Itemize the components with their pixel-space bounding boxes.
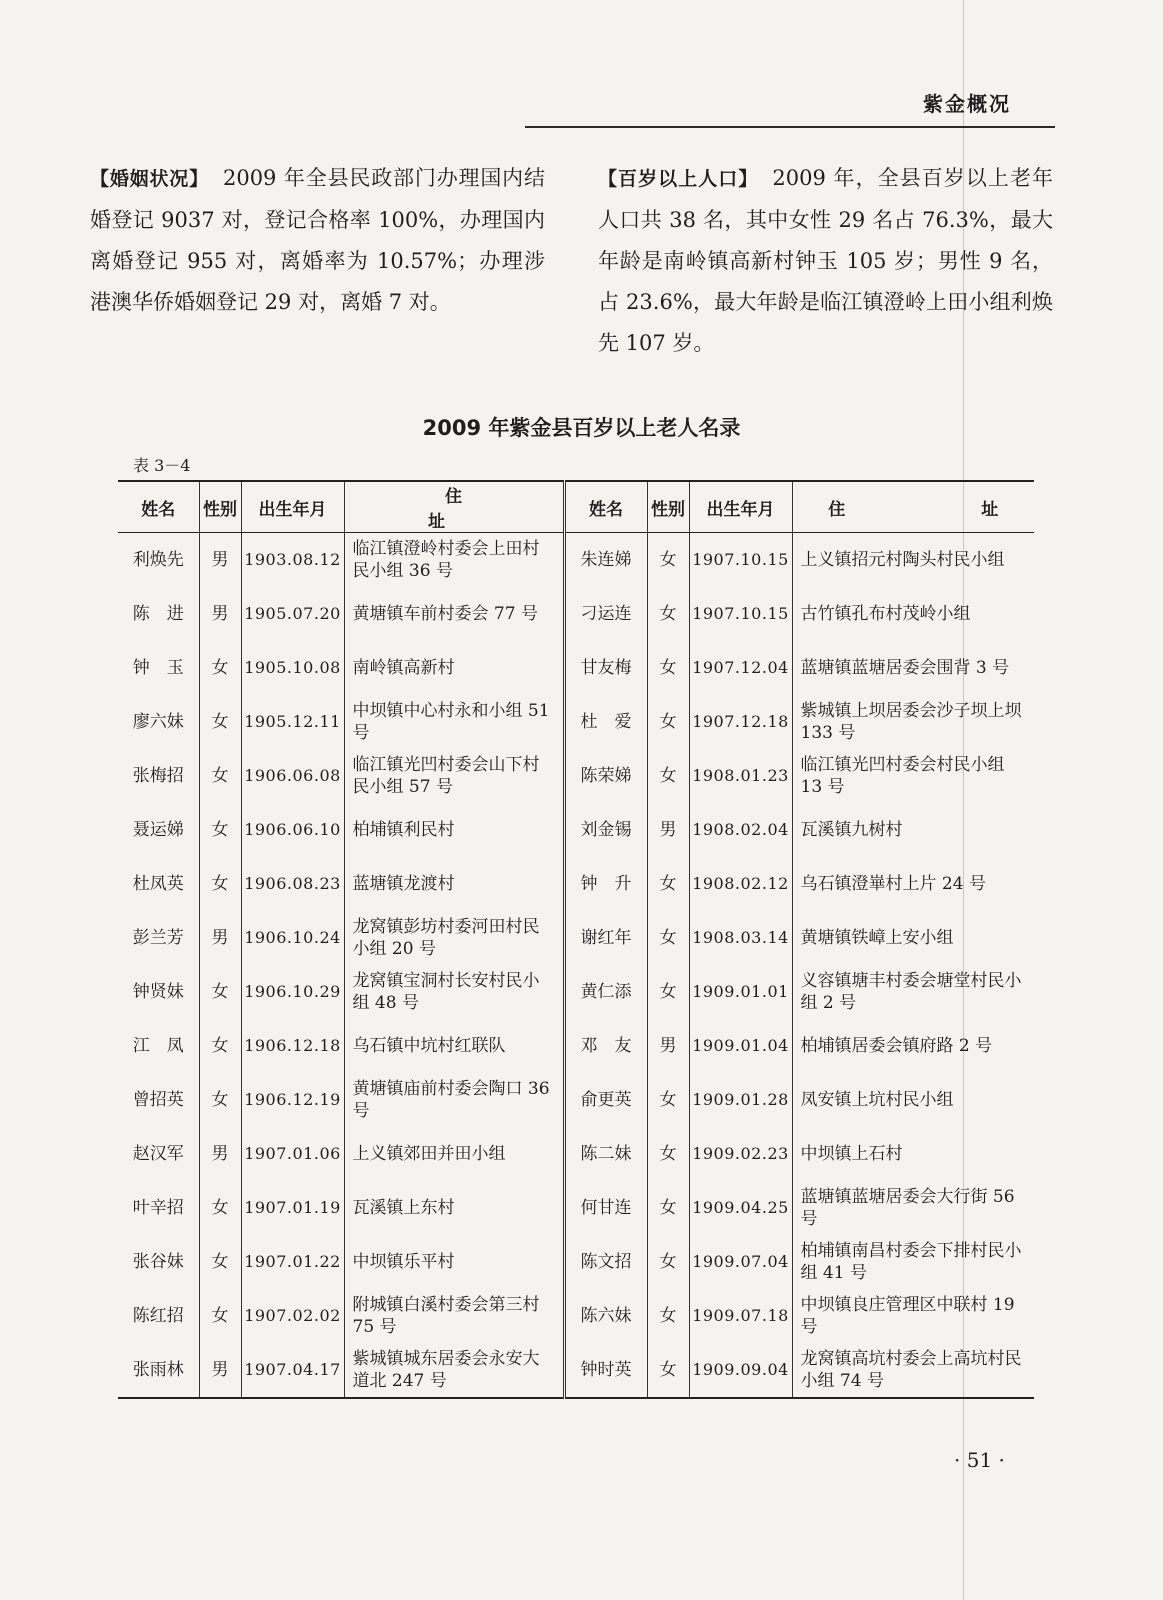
name-cell: 廖六妹 xyxy=(132,712,184,732)
birth-date-cell: 1905.07.20 xyxy=(241,587,344,641)
table-row xyxy=(118,1289,1034,1343)
gender-cell: 女 xyxy=(647,1181,689,1235)
table-row xyxy=(118,1127,1034,1181)
address-cell: 中坝镇上石村 xyxy=(792,1127,1034,1181)
birth-date-cell: 1906.06.08 xyxy=(241,749,344,803)
column-header: 出生年月 xyxy=(241,481,344,533)
name-cell: 赵汉军 xyxy=(132,1144,184,1164)
address-cell: 中坝镇中心村永和小组 51 号 xyxy=(344,695,564,749)
gender-cell: 女 xyxy=(647,1073,689,1127)
table-row xyxy=(118,1019,1034,1073)
name-cell: 聂运娣 xyxy=(132,820,184,840)
table-title: 2009 年紫金县百岁以上老人名录 xyxy=(422,416,741,440)
gender-cell: 女 xyxy=(647,1343,689,1398)
birth-date-cell: 1908.02.04 xyxy=(689,803,792,857)
address-cell: 瓦溪镇上东村 xyxy=(344,1181,564,1235)
birth-date-cell: 1905.10.08 xyxy=(241,641,344,695)
gender-cell: 男 xyxy=(199,533,241,588)
centenarian-heading: 【百岁以上人口】 xyxy=(598,168,759,190)
birth-date-cell: 1908.02.12 xyxy=(689,857,792,911)
running-header xyxy=(525,86,1055,128)
name-cell: 杜凤英 xyxy=(132,874,184,894)
table-row xyxy=(118,749,1034,803)
birth-date-cell: 1907.04.17 xyxy=(241,1343,344,1398)
birth-date-cell: 1903.08.12 xyxy=(241,533,344,588)
birth-date-cell: 1909.07.18 xyxy=(689,1289,792,1343)
address-cell: 临江镇光凹村委会山下村民小组 57 号 xyxy=(344,749,564,803)
address-cell: 紫城镇城东居委会永安大道北 247 号 xyxy=(344,1343,564,1398)
birth-date-cell: 1906.12.18 xyxy=(241,1019,344,1073)
name-cell: 张雨林 xyxy=(132,1360,184,1380)
address-cell: 黄塘镇铁嶂上安小组 xyxy=(792,911,1034,965)
marriage-text: 2009 年全县民政部门办理国内结婚登记 9037 对，登记合格率 100%，办理国内离婚登记 955 对，离婚率为 10.57%；办理涉港澳华侨婚姻登记 29 对，离婚 7 对。 xyxy=(90,166,545,314)
table-row xyxy=(118,533,1034,588)
gender-cell: 女 xyxy=(647,587,689,641)
gender-cell: 女 xyxy=(647,695,689,749)
birth-date-cell: 1907.12.18 xyxy=(689,695,792,749)
name-cell: 陈 进 xyxy=(132,604,184,624)
birth-date-cell: 1907.01.06 xyxy=(241,1127,344,1181)
name-cell: 谢红年 xyxy=(564,911,647,965)
table-row xyxy=(118,1181,1034,1235)
birth-date-cell: 1906.08.23 xyxy=(241,857,344,911)
table-row xyxy=(118,695,1034,749)
address-cell: 乌石镇中坑村红联队 xyxy=(344,1019,564,1073)
name-cell: 钟 升 xyxy=(564,857,647,911)
table-row xyxy=(118,911,1034,965)
address-cell: 附城镇白溪村委会第三村 75 号 xyxy=(344,1289,564,1343)
address-cell: 南岭镇高新村 xyxy=(344,641,564,695)
birth-date-cell: 1909.01.01 xyxy=(689,965,792,1019)
birth-date-cell: 1906.12.19 xyxy=(241,1073,344,1127)
address-cell: 义容镇塘丰村委会塘堂村民小组 2 号 xyxy=(792,965,1034,1019)
name-cell: 刘金锡 xyxy=(564,803,647,857)
birth-date-cell: 1909.01.04 xyxy=(689,1019,792,1073)
column-header: 住 址 xyxy=(792,481,1034,533)
address-cell: 中坝镇乐平村 xyxy=(344,1235,564,1289)
gender-cell: 男 xyxy=(199,911,241,965)
birth-date-cell: 1906.10.29 xyxy=(241,965,344,1019)
name-cell: 张梅招 xyxy=(132,766,184,786)
column-header: 性别 xyxy=(647,481,689,533)
name-cell: 陈文招 xyxy=(564,1235,647,1289)
birth-date-cell: 1907.10.15 xyxy=(689,587,792,641)
gender-cell: 女 xyxy=(199,1019,241,1073)
name-cell: 何甘连 xyxy=(564,1181,647,1235)
address-cell: 临江镇光凹村委会村民小组 13 号 xyxy=(792,749,1034,803)
name-cell: 曾招英 xyxy=(132,1090,184,1110)
gender-cell: 女 xyxy=(199,1073,241,1127)
table-row xyxy=(118,641,1034,695)
name-cell: 朱连娣 xyxy=(564,533,647,588)
column-header: 出生年月 xyxy=(689,481,792,533)
gender-cell: 女 xyxy=(647,749,689,803)
address-cell: 凤安镇上坑村民小组 xyxy=(792,1073,1034,1127)
address-cell: 中坝镇良庄管理区中联村 19 号 xyxy=(792,1289,1034,1343)
gender-cell: 女 xyxy=(647,911,689,965)
gender-cell: 女 xyxy=(199,749,241,803)
address-cell: 乌石镇澄崋村上片 24 号 xyxy=(792,857,1034,911)
address-cell: 柏埔镇居委会镇府路 2 号 xyxy=(792,1019,1034,1073)
gender-cell: 男 xyxy=(647,1019,689,1073)
name-cell: 叶辛招 xyxy=(132,1198,184,1218)
column-header: 性别 xyxy=(199,481,241,533)
address-cell: 龙窝镇宝洞村长安村民小组 48 号 xyxy=(344,965,564,1019)
table-header-row xyxy=(118,481,1034,533)
birth-date-cell: 1907.10.15 xyxy=(689,533,792,588)
birth-date-cell: 1909.01.28 xyxy=(689,1073,792,1127)
name-cell: 刁运连 xyxy=(564,587,647,641)
table-row xyxy=(118,857,1034,911)
address-cell: 黄塘镇庙前村委会陶口 36 号 xyxy=(344,1073,564,1127)
birth-date-cell: 1907.12.04 xyxy=(689,641,792,695)
table-number: 表 3－4 xyxy=(133,456,191,475)
name-cell: 甘友梅 xyxy=(564,641,647,695)
name-cell: 邓 友 xyxy=(564,1019,647,1073)
gender-cell: 女 xyxy=(199,695,241,749)
address-cell: 瓦溪镇九树村 xyxy=(792,803,1034,857)
address-cell: 上义镇郊田并田小组 xyxy=(344,1127,564,1181)
birth-date-cell: 1908.01.23 xyxy=(689,749,792,803)
marriage-paragraph xyxy=(90,158,545,323)
name-cell: 陈六妹 xyxy=(564,1289,647,1343)
gender-cell: 女 xyxy=(647,857,689,911)
table-row xyxy=(118,1235,1034,1289)
birth-date-cell: 1906.10.24 xyxy=(241,911,344,965)
address-cell: 蓝塘镇龙渡村 xyxy=(344,857,564,911)
name-cell: 钟贤妹 xyxy=(132,982,184,1002)
column-header: 住 址 xyxy=(344,481,564,533)
birth-date-cell: 1905.12.11 xyxy=(241,695,344,749)
birth-date-cell: 1909.07.04 xyxy=(689,1235,792,1289)
address-cell: 龙窝镇彭坊村委河田村民小组 20 号 xyxy=(344,911,564,965)
name-cell: 俞更英 xyxy=(564,1073,647,1127)
section-title: 紫金概况 xyxy=(923,92,1011,116)
gender-cell: 男 xyxy=(199,1127,241,1181)
column-header: 姓名 xyxy=(118,481,199,533)
gender-cell: 女 xyxy=(199,641,241,695)
address-cell: 龙窝镇高坑村委会上高坑村民小组 74 号 xyxy=(792,1343,1034,1398)
address-cell: 上义镇招元村陶头村民小组 xyxy=(792,533,1034,588)
birth-date-cell: 1907.02.02 xyxy=(241,1289,344,1343)
name-cell: 黄仁添 xyxy=(564,965,647,1019)
gender-cell: 女 xyxy=(647,641,689,695)
centenarian-table xyxy=(118,480,1034,1399)
centenarian-paragraph xyxy=(598,158,1053,364)
birth-date-cell: 1909.04.25 xyxy=(689,1181,792,1235)
gender-cell: 女 xyxy=(199,1181,241,1235)
address-cell: 柏埔镇南昌村委会下排村民小组 41 号 xyxy=(792,1235,1034,1289)
table-body xyxy=(118,533,1034,1399)
birth-date-cell: 1907.01.19 xyxy=(241,1181,344,1235)
address-cell: 黄塘镇车前村委会 77 号 xyxy=(344,587,564,641)
gender-cell: 男 xyxy=(647,803,689,857)
name-cell: 钟时英 xyxy=(564,1343,647,1398)
column-header: 姓名 xyxy=(564,481,647,533)
birth-date-cell: 1907.01.22 xyxy=(241,1235,344,1289)
centenarian-text: 2009 年，全县百岁以上老年人口共 38 名，其中女性 29 名占 76.3%，最大年龄是南岭镇高新村钟玉 105 岁；男性 9 名，占 23.6%，最大年龄是临江镇澄岭上田小组利焕先 107 岁。 xyxy=(598,166,1053,355)
table-row xyxy=(118,803,1034,857)
gender-cell: 女 xyxy=(647,1235,689,1289)
name-cell: 陈荣娣 xyxy=(564,749,647,803)
address-cell: 蓝塘镇蓝塘居委会大行街 56 号 xyxy=(792,1181,1034,1235)
address-cell: 紫城镇上坝居委会沙子坝上坝 133 号 xyxy=(792,695,1034,749)
gender-cell: 男 xyxy=(199,1343,241,1398)
gender-cell: 女 xyxy=(647,1289,689,1343)
name-cell: 陈红招 xyxy=(132,1306,184,1326)
gender-cell: 女 xyxy=(199,803,241,857)
gender-cell: 女 xyxy=(199,965,241,1019)
name-cell: 利焕先 xyxy=(132,550,184,570)
name-cell: 陈二妹 xyxy=(564,1127,647,1181)
gender-cell: 女 xyxy=(199,1289,241,1343)
address-cell: 古竹镇孔布村茂岭小组 xyxy=(792,587,1034,641)
gender-cell: 女 xyxy=(647,533,689,588)
table-row xyxy=(118,965,1034,1019)
gender-cell: 女 xyxy=(199,857,241,911)
gender-cell: 男 xyxy=(199,587,241,641)
table-row xyxy=(118,587,1034,641)
name-cell: 钟 玉 xyxy=(132,658,184,678)
page-number: · 51 · xyxy=(954,1448,1005,1472)
marriage-heading: 【婚姻状况】 xyxy=(90,168,209,190)
gender-cell: 女 xyxy=(199,1235,241,1289)
gender-cell: 女 xyxy=(647,1127,689,1181)
name-cell: 江 凤 xyxy=(132,1036,184,1056)
birth-date-cell: 1906.06.10 xyxy=(241,803,344,857)
table-row xyxy=(118,1343,1034,1398)
birth-date-cell: 1909.02.23 xyxy=(689,1127,792,1181)
birth-date-cell: 1908.03.14 xyxy=(689,911,792,965)
address-cell: 柏埔镇利民村 xyxy=(344,803,564,857)
birth-date-cell: 1909.09.04 xyxy=(689,1343,792,1398)
gender-cell: 女 xyxy=(647,965,689,1019)
address-cell: 临江镇澄岭村委会上田村民小组 36 号 xyxy=(344,533,564,588)
table-row xyxy=(118,1073,1034,1127)
name-cell: 张谷妹 xyxy=(132,1252,184,1272)
name-cell: 杜 爱 xyxy=(564,695,647,749)
name-cell: 彭兰芳 xyxy=(132,928,184,948)
address-cell: 蓝塘镇蓝塘居委会围背 3 号 xyxy=(792,641,1034,695)
